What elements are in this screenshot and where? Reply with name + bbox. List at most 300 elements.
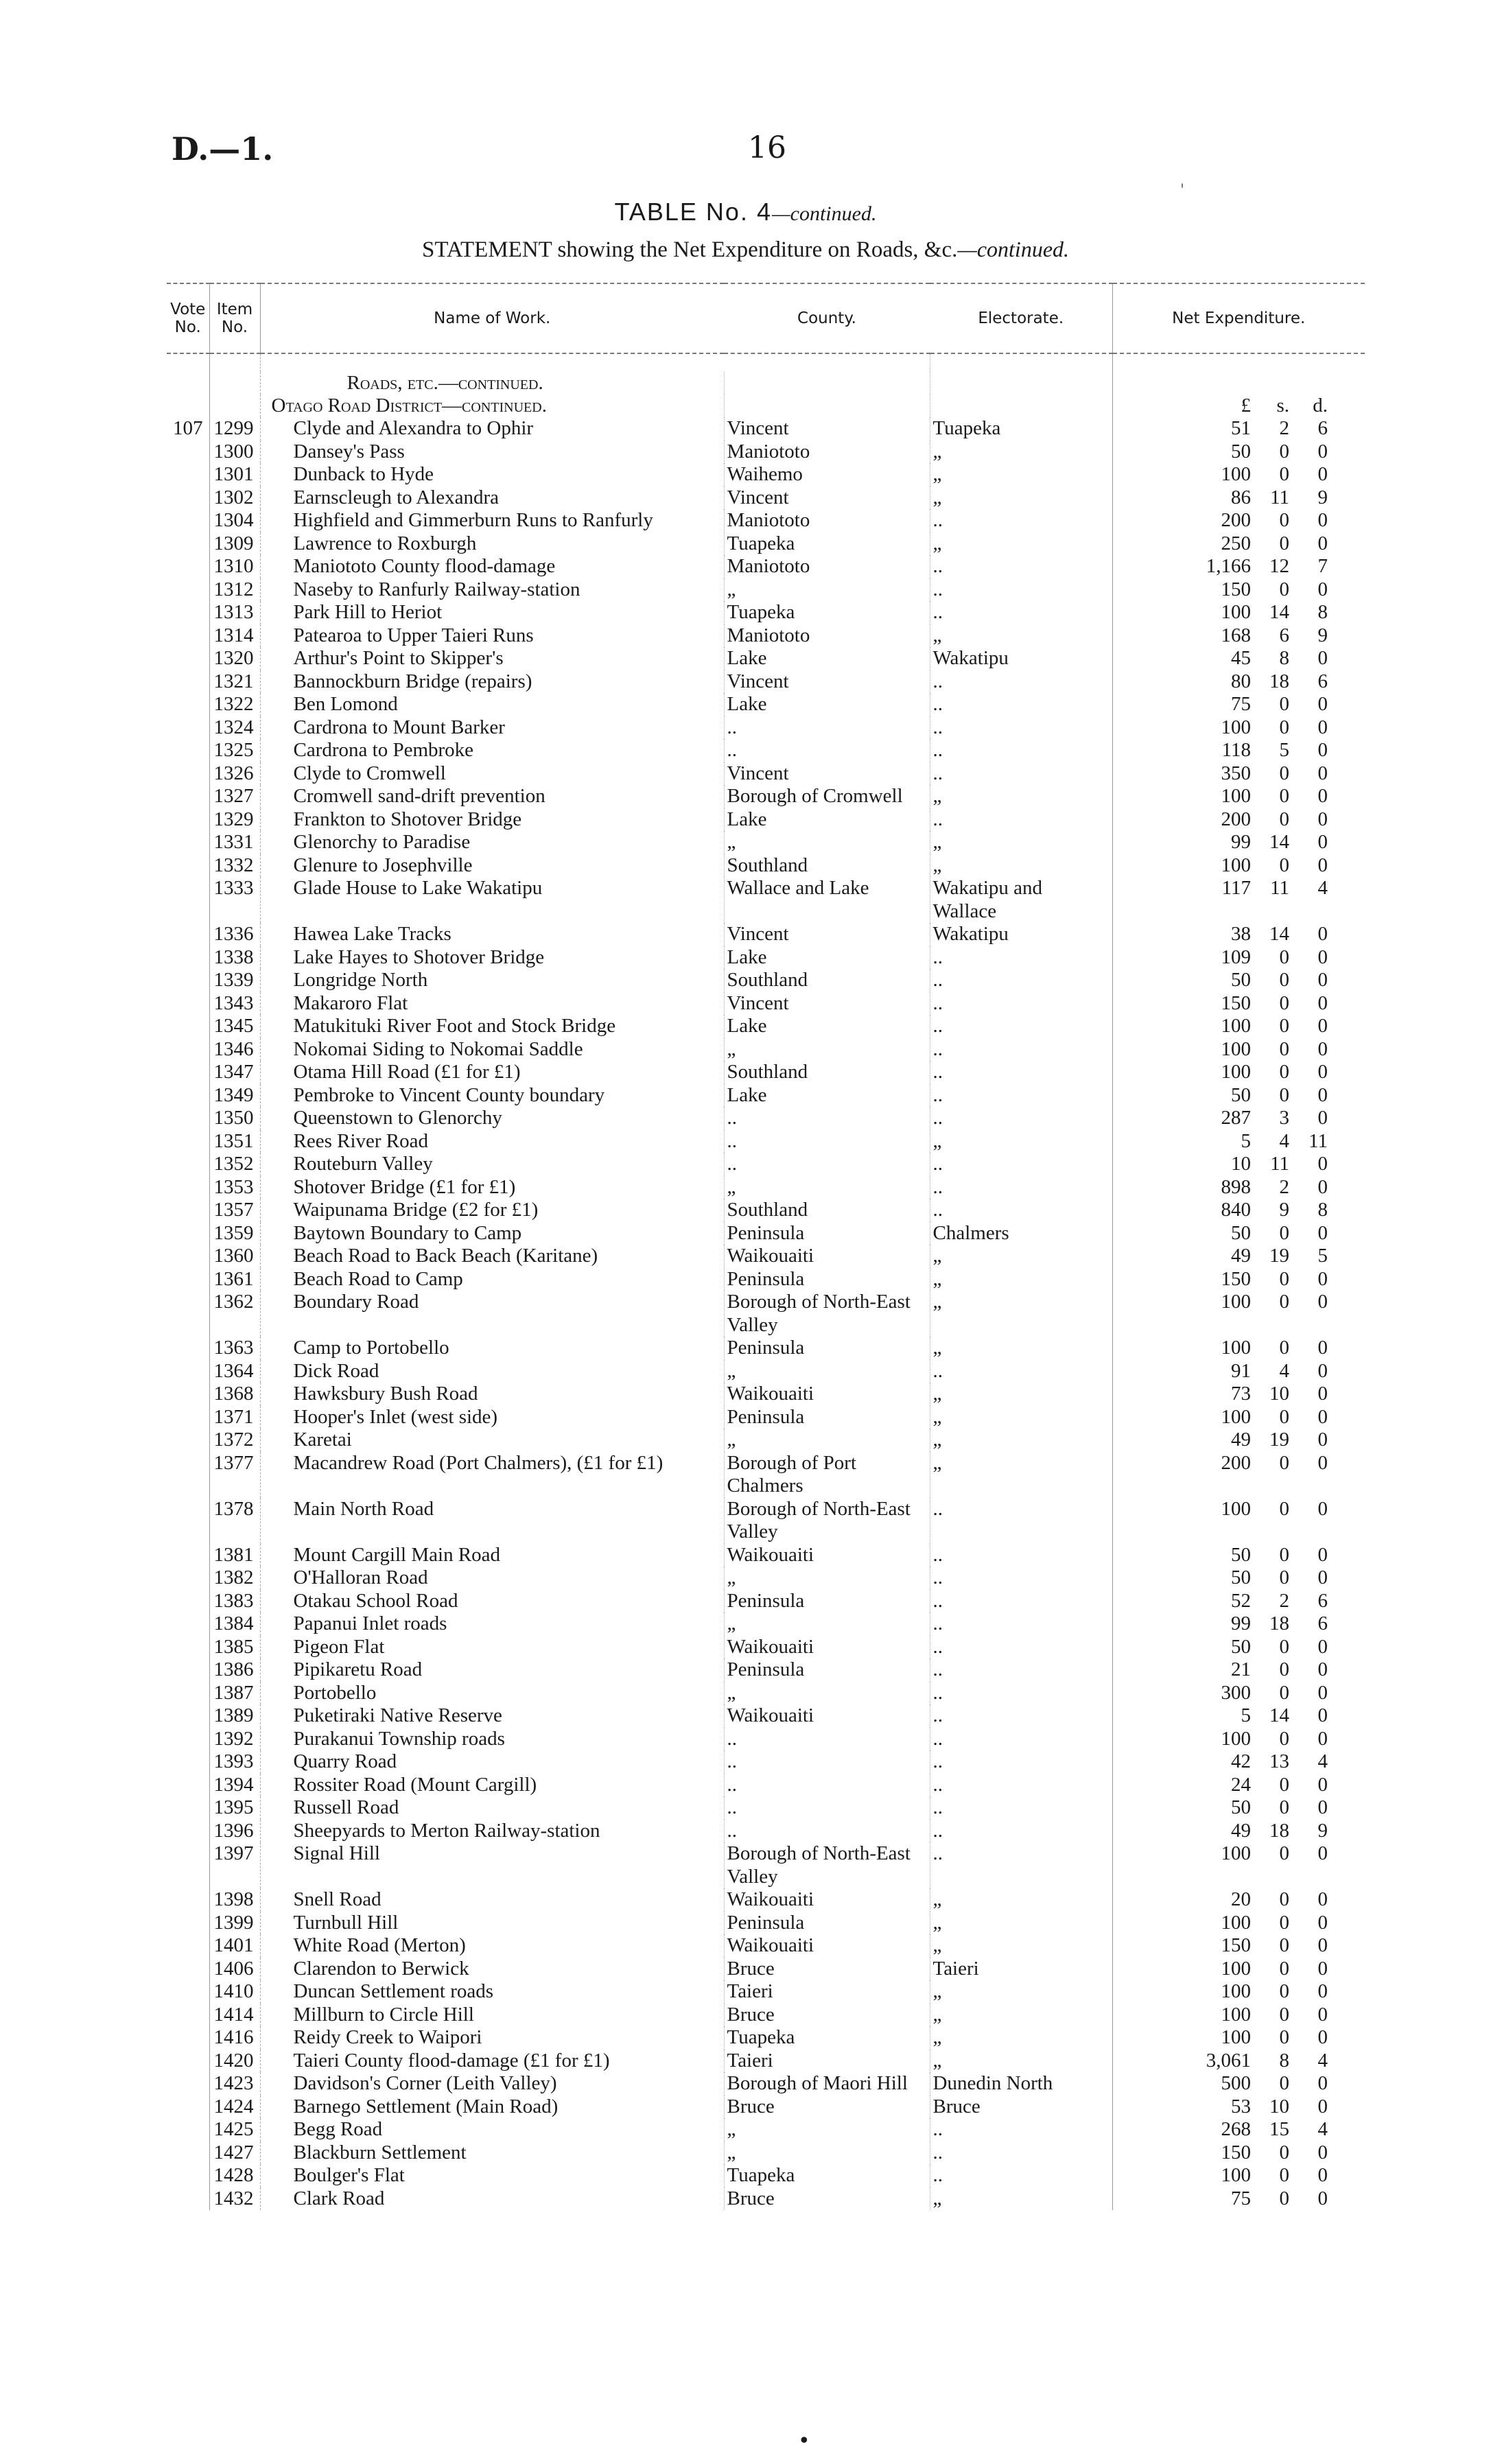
amount-shillings: 0 bbox=[1279, 854, 1289, 876]
work-name: Mount Cargill Main Road bbox=[260, 1544, 724, 1567]
electorate: .. bbox=[930, 1774, 1112, 1797]
amount bbox=[1116, 463, 1363, 486]
net-expenditure bbox=[1112, 1084, 1365, 1107]
amount-pence: 4 bbox=[1317, 1750, 1328, 1772]
table-row bbox=[167, 969, 1365, 992]
vote-cell bbox=[167, 1774, 209, 1797]
item-number: 1410 bbox=[209, 1980, 260, 2004]
table-row bbox=[167, 1084, 1365, 1107]
amount bbox=[1116, 555, 1363, 578]
amount-pounds: 100 bbox=[1221, 1957, 1251, 1980]
table-row bbox=[167, 1015, 1365, 1038]
print-mark: ' bbox=[1180, 182, 1185, 199]
net-expenditure bbox=[1112, 555, 1365, 578]
amount bbox=[1116, 762, 1363, 786]
amount-pounds: 100 bbox=[1221, 1015, 1251, 1037]
work-name: Quarry Road bbox=[260, 1750, 724, 1774]
amount bbox=[1116, 808, 1363, 832]
vote-cell bbox=[167, 831, 209, 854]
amount-shillings: 0 bbox=[1279, 1957, 1289, 1980]
table-row bbox=[167, 601, 1365, 624]
vote-cell bbox=[167, 1291, 209, 1337]
table-row bbox=[167, 1934, 1365, 1958]
work-name: Pipikaretu Road bbox=[260, 1658, 724, 1682]
amount-pounds: 100 bbox=[1221, 1291, 1251, 1313]
amount-shillings: 0 bbox=[1279, 1842, 1289, 1864]
county: .. bbox=[724, 1107, 930, 1130]
county: Waikouaiti bbox=[724, 1383, 930, 1406]
county: Borough of North-East Valley bbox=[724, 1498, 930, 1544]
net-expenditure bbox=[1112, 1912, 1365, 1935]
table-row bbox=[167, 1245, 1365, 1268]
amount-pounds: 49 bbox=[1231, 1819, 1251, 1842]
vote-cell bbox=[167, 739, 209, 762]
electorate: .. bbox=[930, 1176, 1112, 1199]
amount-shillings: 0 bbox=[1279, 2141, 1289, 2163]
work-name: Millburn to Circle Hill bbox=[260, 2004, 724, 2027]
amount-pence: 0 bbox=[1317, 1061, 1328, 1083]
amount-pence: 0 bbox=[1317, 2072, 1328, 2094]
table-row bbox=[167, 1612, 1365, 1636]
amount-pounds: 99 bbox=[1231, 1612, 1251, 1634]
vote-cell bbox=[167, 1383, 209, 1406]
amount-pounds: 100 bbox=[1221, 1337, 1251, 1359]
county: Peninsula bbox=[724, 1268, 930, 1291]
work-name: Ben Lomond bbox=[260, 693, 724, 716]
amount-shillings: 2 bbox=[1279, 417, 1289, 439]
work-name: Glade House to Lake Wakatipu bbox=[260, 877, 724, 923]
page-footer-mark: • bbox=[798, 2429, 810, 2453]
electorate: .. bbox=[930, 2118, 1112, 2142]
county: Peninsula bbox=[724, 1912, 930, 1935]
item-number: 1371 bbox=[209, 1406, 260, 1429]
vote-cell bbox=[167, 555, 209, 578]
net-expenditure bbox=[1112, 1429, 1365, 1452]
county: .. bbox=[724, 1774, 930, 1797]
table-row bbox=[167, 808, 1365, 832]
work-name: Frankton to Shotover Bridge bbox=[260, 808, 724, 832]
electorate: .. bbox=[930, 1658, 1112, 1682]
amount-pounds: 100 bbox=[1221, 1980, 1251, 2002]
electorate: .. bbox=[930, 1199, 1112, 1222]
amount bbox=[1116, 1934, 1363, 1958]
work-name: Highfield and Gimmerburn Runs to Ranfurly bbox=[260, 509, 724, 532]
amount-pounds: 350 bbox=[1221, 762, 1251, 784]
item-number: 1359 bbox=[209, 1222, 260, 1245]
vote-cell bbox=[167, 1245, 209, 1268]
work-name: Begg Road bbox=[260, 2118, 724, 2142]
item-number: 1313 bbox=[209, 601, 260, 624]
vote-cell bbox=[167, 1728, 209, 1751]
item-number: 1386 bbox=[209, 1658, 260, 1682]
vote-cell bbox=[167, 923, 209, 946]
amount-pounds: 150 bbox=[1221, 2141, 1251, 2163]
work-name: Maniototo County flood-damage bbox=[260, 555, 724, 578]
page-number: 16 bbox=[748, 130, 786, 165]
electorate: Dunedin North bbox=[930, 2072, 1112, 2096]
work-name: Arthur's Point to Skipper's bbox=[260, 647, 724, 670]
amount-shillings: 0 bbox=[1279, 1727, 1289, 1750]
amount-shillings: 0 bbox=[1279, 1267, 1289, 1290]
amount-pence: 0 bbox=[1317, 1037, 1328, 1060]
item-number: 1360 bbox=[209, 1245, 260, 1268]
amount bbox=[1116, 969, 1363, 992]
item-number: 1368 bbox=[209, 1383, 260, 1406]
net-expenditure bbox=[1112, 2026, 1365, 2050]
table-row bbox=[167, 1658, 1365, 1682]
amount-shillings: 14 bbox=[1269, 601, 1289, 623]
electorate: „ bbox=[930, 532, 1112, 556]
amount-pounds: 898 bbox=[1221, 1175, 1251, 1198]
amount bbox=[1116, 1704, 1363, 1728]
work-name: Clyde to Cromwell bbox=[260, 762, 724, 786]
net-expenditure bbox=[1112, 1636, 1365, 1659]
electorate: .. bbox=[930, 1061, 1112, 1084]
work-name: Dunback to Hyde bbox=[260, 463, 724, 486]
item-number: 1320 bbox=[209, 647, 260, 670]
electorate: „ bbox=[930, 1934, 1112, 1958]
work-name: Clark Road bbox=[260, 2187, 724, 2211]
amount bbox=[1116, 1291, 1363, 1314]
electorate: „ bbox=[930, 1888, 1112, 1912]
amount-shillings: 0 bbox=[1279, 785, 1289, 807]
county: „ bbox=[724, 1429, 930, 1452]
table-title-main: TABLE No. 4 bbox=[614, 198, 772, 226]
table-row bbox=[167, 1222, 1365, 1245]
table-row bbox=[167, 647, 1365, 670]
county: .. bbox=[724, 716, 930, 740]
electorate: .. bbox=[930, 1728, 1112, 1751]
work-name: Beach Road to Camp bbox=[260, 1268, 724, 1291]
table-row bbox=[167, 555, 1365, 578]
amount-shillings: 12 bbox=[1269, 555, 1289, 577]
county: .. bbox=[724, 1728, 930, 1751]
item-number: 1381 bbox=[209, 1544, 260, 1567]
county: Maniototo bbox=[724, 509, 930, 532]
work-name: O'Halloran Road bbox=[260, 1567, 724, 1590]
district-heading: Otago Road District—continued. bbox=[260, 395, 724, 417]
table-header bbox=[167, 283, 1365, 353]
vote-cell bbox=[167, 808, 209, 832]
amount-pence: 7 bbox=[1317, 555, 1328, 577]
item-number: 1324 bbox=[209, 716, 260, 740]
amount-shillings: 6 bbox=[1279, 624, 1289, 646]
amount-shillings: 11 bbox=[1270, 877, 1289, 899]
item-number: 1393 bbox=[209, 1750, 260, 1774]
amount bbox=[1116, 1429, 1363, 1452]
county: Borough of Maori Hill bbox=[724, 2072, 930, 2096]
amount bbox=[1116, 441, 1363, 464]
table-row bbox=[167, 1750, 1365, 1774]
work-name: Papanui Inlet roads bbox=[260, 1612, 724, 1636]
county: Waikouaiti bbox=[724, 1704, 930, 1728]
work-name: Karetai bbox=[260, 1429, 724, 1452]
amount-shillings: 0 bbox=[1279, 532, 1289, 554]
amount bbox=[1116, 532, 1363, 556]
net-expenditure bbox=[1112, 1888, 1365, 1912]
amount-pence: 0 bbox=[1317, 2026, 1328, 2048]
work-name: Pembroke to Vincent County boundary bbox=[260, 1084, 724, 1107]
electorate: .. bbox=[930, 555, 1112, 578]
amount bbox=[1116, 1245, 1363, 1268]
table-subtitle-main: STATEMENT showing the Net Expenditure on Roads, &c. bbox=[421, 237, 958, 262]
net-expenditure bbox=[1112, 1038, 1365, 1061]
amount-pence: 0 bbox=[1317, 1957, 1328, 1980]
net-expenditure bbox=[1112, 1245, 1365, 1268]
amount-pounds: 38 bbox=[1231, 923, 1251, 945]
item-number: 1394 bbox=[209, 1774, 260, 1797]
electorate: .. bbox=[930, 1750, 1112, 1774]
vote-cell bbox=[167, 1498, 209, 1544]
amount bbox=[1116, 509, 1363, 532]
amount-pounds: 5 bbox=[1241, 1704, 1251, 1726]
work-name: Cromwell sand-drift prevention bbox=[260, 785, 724, 808]
amount bbox=[1116, 2164, 1363, 2187]
amount-pounds: 200 bbox=[1221, 1451, 1251, 1474]
amount-shillings: 4 bbox=[1279, 1359, 1289, 1382]
county: Vincent bbox=[724, 923, 930, 946]
county: Vincent bbox=[724, 992, 930, 1016]
amount bbox=[1116, 1038, 1363, 1061]
amount bbox=[1116, 1980, 1363, 2004]
amount-pence: 6 bbox=[1317, 670, 1328, 692]
table-row bbox=[167, 1567, 1365, 1590]
amount-pounds: 5 bbox=[1241, 1129, 1251, 1152]
vote-cell bbox=[167, 1842, 209, 1888]
work-name: Macandrew Road (Port Chalmers), (£1 for £1) bbox=[260, 1452, 724, 1498]
net-expenditure bbox=[1112, 1452, 1365, 1498]
work-name: Cardrona to Pembroke bbox=[260, 739, 724, 762]
work-name: White Road (Merton) bbox=[260, 1934, 724, 1958]
county: Wallace and Lake bbox=[724, 877, 930, 923]
item-number: 1302 bbox=[209, 486, 260, 510]
net-expenditure bbox=[1112, 716, 1365, 740]
item-number: 1333 bbox=[209, 877, 260, 923]
vote-cell bbox=[167, 1222, 209, 1245]
item-number: 1329 bbox=[209, 808, 260, 832]
county: Tuapeka bbox=[724, 2164, 930, 2187]
amount-shillings: 0 bbox=[1279, 1543, 1289, 1566]
amount-pounds: 50 bbox=[1231, 1635, 1251, 1658]
vote-cell bbox=[167, 1153, 209, 1176]
amount-pence: 6 bbox=[1317, 1612, 1328, 1634]
item-number: 1350 bbox=[209, 1107, 260, 1130]
county: Lake bbox=[724, 1084, 930, 1107]
item-number: 1383 bbox=[209, 1590, 260, 1613]
amount-pounds: 52 bbox=[1231, 1589, 1251, 1612]
item-number: 1401 bbox=[209, 1934, 260, 1958]
amount-pounds: 150 bbox=[1221, 578, 1251, 600]
amount-shillings: 19 bbox=[1269, 1429, 1289, 1451]
net-expenditure bbox=[1112, 578, 1365, 602]
work-name: Camp to Portobello bbox=[260, 1337, 724, 1360]
vote-cell bbox=[167, 1980, 209, 2004]
county: .. bbox=[724, 739, 930, 762]
work-name: Queenstown to Glenorchy bbox=[260, 1107, 724, 1130]
amount-shillings: 10 bbox=[1269, 2095, 1289, 2117]
vote-cell: 107 bbox=[173, 417, 203, 439]
amount bbox=[1116, 2096, 1363, 2119]
work-name: Reidy Creek to Waipori bbox=[260, 2026, 724, 2050]
amount bbox=[1116, 854, 1363, 878]
item-number: 1357 bbox=[209, 1199, 260, 1222]
work-name: Otakau School Road bbox=[260, 1590, 724, 1613]
county: Bruce bbox=[724, 2187, 930, 2211]
table-row bbox=[167, 2096, 1365, 2119]
amount bbox=[1116, 578, 1363, 602]
col-header-electorate: Electorate. bbox=[930, 283, 1112, 353]
item-number: 1304 bbox=[209, 509, 260, 532]
amount-pounds: 100 bbox=[1221, 854, 1251, 876]
item-number: 1432 bbox=[209, 2187, 260, 2211]
vote-cell bbox=[167, 762, 209, 786]
amount-pounds: 20 bbox=[1231, 1888, 1251, 1910]
amount bbox=[1116, 923, 1363, 946]
amount-pence: 0 bbox=[1317, 716, 1328, 738]
item-number: 1346 bbox=[209, 1038, 260, 1061]
amount-shillings: 14 bbox=[1269, 1704, 1289, 1726]
net-expenditure bbox=[1112, 1268, 1365, 1291]
amount-pounds: 50 bbox=[1231, 1796, 1251, 1818]
amount-pence: 0 bbox=[1317, 440, 1328, 462]
county: .. bbox=[724, 1796, 930, 1820]
amount-pence: 0 bbox=[1317, 854, 1328, 876]
amount-pence: 0 bbox=[1317, 762, 1328, 784]
electorate: „ bbox=[930, 624, 1112, 648]
amount-pence: 0 bbox=[1317, 1934, 1328, 1956]
electorate: .. bbox=[930, 808, 1112, 832]
electorate: .. bbox=[930, 1360, 1112, 1383]
net-expenditure bbox=[1112, 1544, 1365, 1567]
amount-pence: 0 bbox=[1317, 923, 1328, 945]
electorate: Tuapeka bbox=[930, 417, 1112, 441]
work-name: Pigeon Flat bbox=[260, 1636, 724, 1659]
electorate: .. bbox=[930, 2164, 1112, 2187]
work-name: Glenorchy to Paradise bbox=[260, 831, 724, 854]
amount-pounds: 10 bbox=[1231, 1153, 1251, 1175]
amount-pence: 6 bbox=[1317, 1589, 1328, 1612]
net-expenditure bbox=[1112, 2164, 1365, 2187]
item-number: 1387 bbox=[209, 1682, 260, 1705]
net-expenditure bbox=[1112, 1612, 1365, 1636]
amount-pence: 0 bbox=[1317, 785, 1328, 807]
county: Peninsula bbox=[724, 1222, 930, 1245]
amount-shillings: 5 bbox=[1279, 739, 1289, 761]
net-expenditure bbox=[1112, 1199, 1365, 1222]
amount-pounds: 50 bbox=[1231, 969, 1251, 991]
table-subtitle-continued: —continued. bbox=[957, 237, 1070, 261]
county: .. bbox=[724, 1750, 930, 1774]
table-row bbox=[167, 923, 1365, 946]
amount-pounds: 51 bbox=[1231, 417, 1251, 439]
amount-pence: 0 bbox=[1317, 2141, 1328, 2163]
net-expenditure bbox=[1112, 670, 1365, 694]
electorate: Wakatipu bbox=[930, 923, 1112, 946]
table-row bbox=[167, 1291, 1365, 1337]
county: „ bbox=[724, 2142, 930, 2165]
amount-pounds: 3,061 bbox=[1206, 2049, 1251, 2072]
item-number: 1420 bbox=[209, 2050, 260, 2073]
county: Tuapeka bbox=[724, 601, 930, 624]
amount-pounds: 100 bbox=[1221, 601, 1251, 623]
net-expenditure bbox=[1112, 441, 1365, 464]
electorate: „ bbox=[930, 2004, 1112, 2027]
net-expenditure bbox=[1112, 1107, 1365, 1130]
net-expenditure bbox=[1112, 1980, 1365, 2004]
item-number: 1326 bbox=[209, 762, 260, 786]
amount-shillings: 0 bbox=[1279, 1796, 1289, 1818]
vote-cell bbox=[167, 1038, 209, 1061]
amount-pence: 0 bbox=[1317, 1704, 1328, 1726]
amount-shillings: 0 bbox=[1279, 2003, 1289, 2026]
vote-cell bbox=[167, 1176, 209, 1199]
net-expenditure bbox=[1112, 1176, 1365, 1199]
vote-cell bbox=[167, 785, 209, 808]
amount bbox=[1116, 1153, 1363, 1176]
work-name: Sheepyards to Merton Railway-station bbox=[260, 1820, 724, 1843]
electorate: .. bbox=[930, 1153, 1112, 1176]
table-row bbox=[167, 2142, 1365, 2165]
net-expenditure bbox=[1112, 1406, 1365, 1429]
electorate: .. bbox=[930, 509, 1112, 532]
amount bbox=[1116, 1888, 1363, 1912]
amount bbox=[1116, 1796, 1363, 1820]
item-number: 1397 bbox=[209, 1842, 260, 1888]
amount bbox=[1116, 1383, 1363, 1406]
amount bbox=[1116, 2004, 1363, 2027]
amount-pounds: 100 bbox=[1221, 785, 1251, 807]
amount-pounds: 109 bbox=[1221, 946, 1251, 968]
amount bbox=[1116, 1728, 1363, 1751]
table-row bbox=[167, 1061, 1365, 1084]
amount-shillings: 0 bbox=[1279, 2026, 1289, 2048]
work-name: Bannockburn Bridge (repairs) bbox=[260, 670, 724, 694]
county: Maniototo bbox=[724, 555, 930, 578]
item-number: 1398 bbox=[209, 1888, 260, 1912]
county: .. bbox=[724, 1153, 930, 1176]
table-row bbox=[167, 1038, 1365, 1061]
county: Southland bbox=[724, 1061, 930, 1084]
county: „ bbox=[724, 831, 930, 854]
table-row bbox=[167, 1406, 1365, 1429]
net-expenditure bbox=[1112, 1750, 1365, 1774]
item-number: 1384 bbox=[209, 1612, 260, 1636]
amount-shillings: 0 bbox=[1279, 1337, 1289, 1359]
net-expenditure bbox=[1112, 1704, 1365, 1728]
amount-pounds: 80 bbox=[1231, 670, 1251, 692]
net-expenditure bbox=[1112, 854, 1365, 878]
work-name: Patearoa to Upper Taieri Runs bbox=[260, 624, 724, 648]
amount bbox=[1116, 877, 1363, 900]
amount bbox=[1116, 1912, 1363, 1935]
county: Waikouaiti bbox=[724, 1934, 930, 1958]
amount-pounds: 100 bbox=[1221, 1842, 1251, 1864]
amount bbox=[1116, 946, 1363, 970]
net-expenditure bbox=[1112, 1498, 1365, 1544]
amount bbox=[1116, 1774, 1363, 1797]
vote-cell bbox=[167, 1590, 209, 1613]
amount bbox=[1116, 1222, 1363, 1245]
amount-pounds: 99 bbox=[1231, 831, 1251, 853]
electorate: .. bbox=[930, 1015, 1112, 1038]
vote-cell bbox=[167, 1958, 209, 1981]
amount-pence: 0 bbox=[1317, 1888, 1328, 1910]
amount-shillings: 0 bbox=[1279, 2164, 1289, 2186]
county: Waikouaiti bbox=[724, 1888, 930, 1912]
table-row bbox=[167, 1636, 1365, 1659]
amount-pounds: 118 bbox=[1221, 739, 1251, 761]
table-row bbox=[167, 1544, 1365, 1567]
